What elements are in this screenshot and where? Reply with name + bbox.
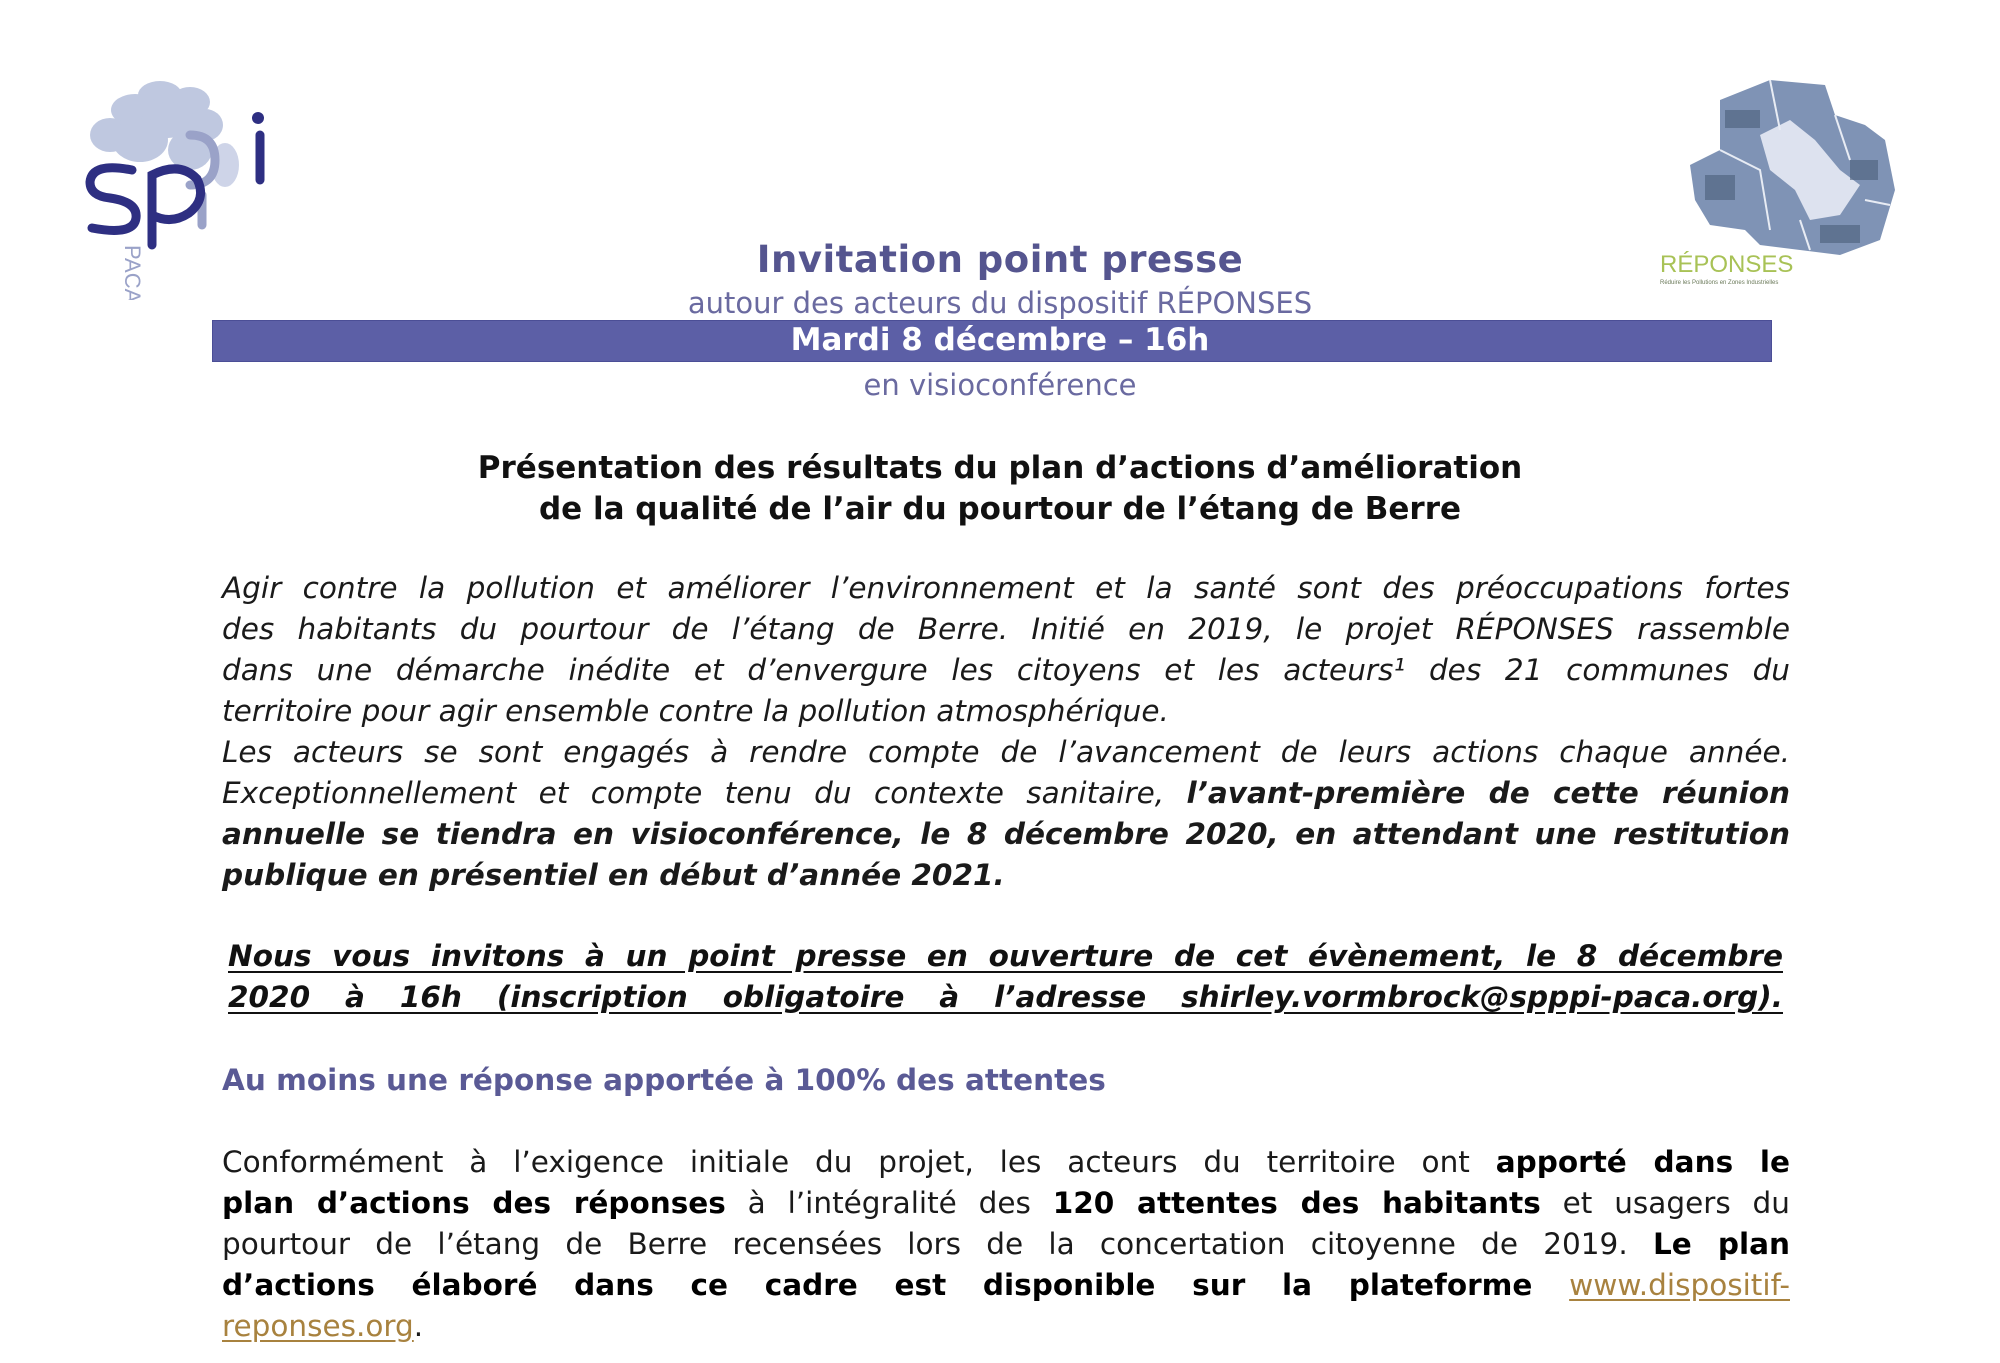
heading-line-1: Présentation des résultats du plan d’actions d’amélioration [477, 450, 1523, 486]
body-text: Conformément à l’exigence initiale du projet, les acteurs du territoire ont [222, 1145, 1496, 1179]
body-emphasis: Le plan [1652, 1227, 1791, 1261]
reponses-tagline: Réduire les Pollutions en Zones Industrielles [1660, 280, 1779, 286]
body-text: et usagers du [1540, 1186, 1790, 1220]
intro-line: Agir contre la pollution et améliorer l’environnement et la santé sont des préoccupations fortes [222, 571, 1790, 605]
heading-line-2: de la qualité de l’air du pourtour de l’étang de Berre [538, 491, 1462, 527]
page-subtitle: autour des acteurs du dispositif RÉPONSES [687, 286, 1313, 320]
event-mode: en visioconférence [863, 368, 1137, 402]
intro-line: Les acteurs se sont engagés à rendre compte de l’avancement de leurs actions chaque année. [222, 735, 1790, 769]
platform-link[interactable]: reponses.org [222, 1309, 414, 1343]
intro-line: territoire pour agir ensemble contre la pollution atmosphérique. [222, 694, 1169, 728]
intro-line: publique en présentiel en début d’année 2021. [222, 858, 1005, 892]
body-text: pourtour de l’étang de Berre recensées lors de la concertation citoyenne de 2019. [222, 1227, 1653, 1261]
body-line [222, 1306, 1790, 1347]
paca-label: PACA [120, 245, 145, 300]
intro-line: annuelle se tiendra en visioconférence, le 8 décembre 2020, en attendant une restitution [222, 817, 1790, 851]
body-line [222, 1183, 1790, 1224]
intro-line: dans une démarche inédite et d’envergure les citoyens et les acteurs¹ des 21 communes du [222, 653, 1790, 687]
body-emphasis: apporté dans le [1495, 1145, 1791, 1179]
body-line [222, 1142, 1790, 1183]
body-emphasis: plan d’actions des réponses [222, 1186, 726, 1220]
section-title: Au moins une réponse apportée à 100% des attentes [222, 1063, 1106, 1097]
platform-link[interactable]: www.dispositif- [1569, 1268, 1790, 1302]
body-line [222, 1265, 1790, 1306]
body-emphasis: 120 attentes des habitants [1052, 1186, 1541, 1220]
page-title: Invitation point presse [756, 238, 1244, 281]
press-invitation [228, 936, 1783, 1018]
body-emphasis: d’actions élaboré dans ce cadre est disponible sur la plateforme [222, 1268, 1570, 1302]
body-text: . [413, 1309, 424, 1343]
body-text: à l’intégralité des [725, 1186, 1053, 1220]
intro-paragraph [222, 568, 1790, 896]
intro-text: Exceptionnellement et compte tenu du contexte sanitaire, [222, 776, 1187, 810]
reponses-logo-text: RÉPONSES [1660, 251, 1794, 278]
intro-line [222, 773, 1790, 814]
intro-line: des habitants du pourtour de l’étang de Berre. Initié en 2019, le projet RÉPONSES rassemble [222, 612, 1790, 646]
event-date: Mardi 8 décembre – 16h [790, 322, 1210, 358]
intro-emphasis: l’avant-première de cette réunion [1186, 776, 1790, 810]
section-heading [0, 448, 2000, 530]
body-paragraph [222, 1142, 1790, 1347]
invitation-line-2[interactable]: 2020 à 16h (inscription obligatoire à l’adresse shirley.vormbrock@spppi-paca.org). [228, 980, 1783, 1014]
body-line [222, 1224, 1790, 1265]
invitation-line-1: Nous vous invitons à un point presse en ouverture de cet évènement, le 8 décembre [228, 939, 1783, 973]
